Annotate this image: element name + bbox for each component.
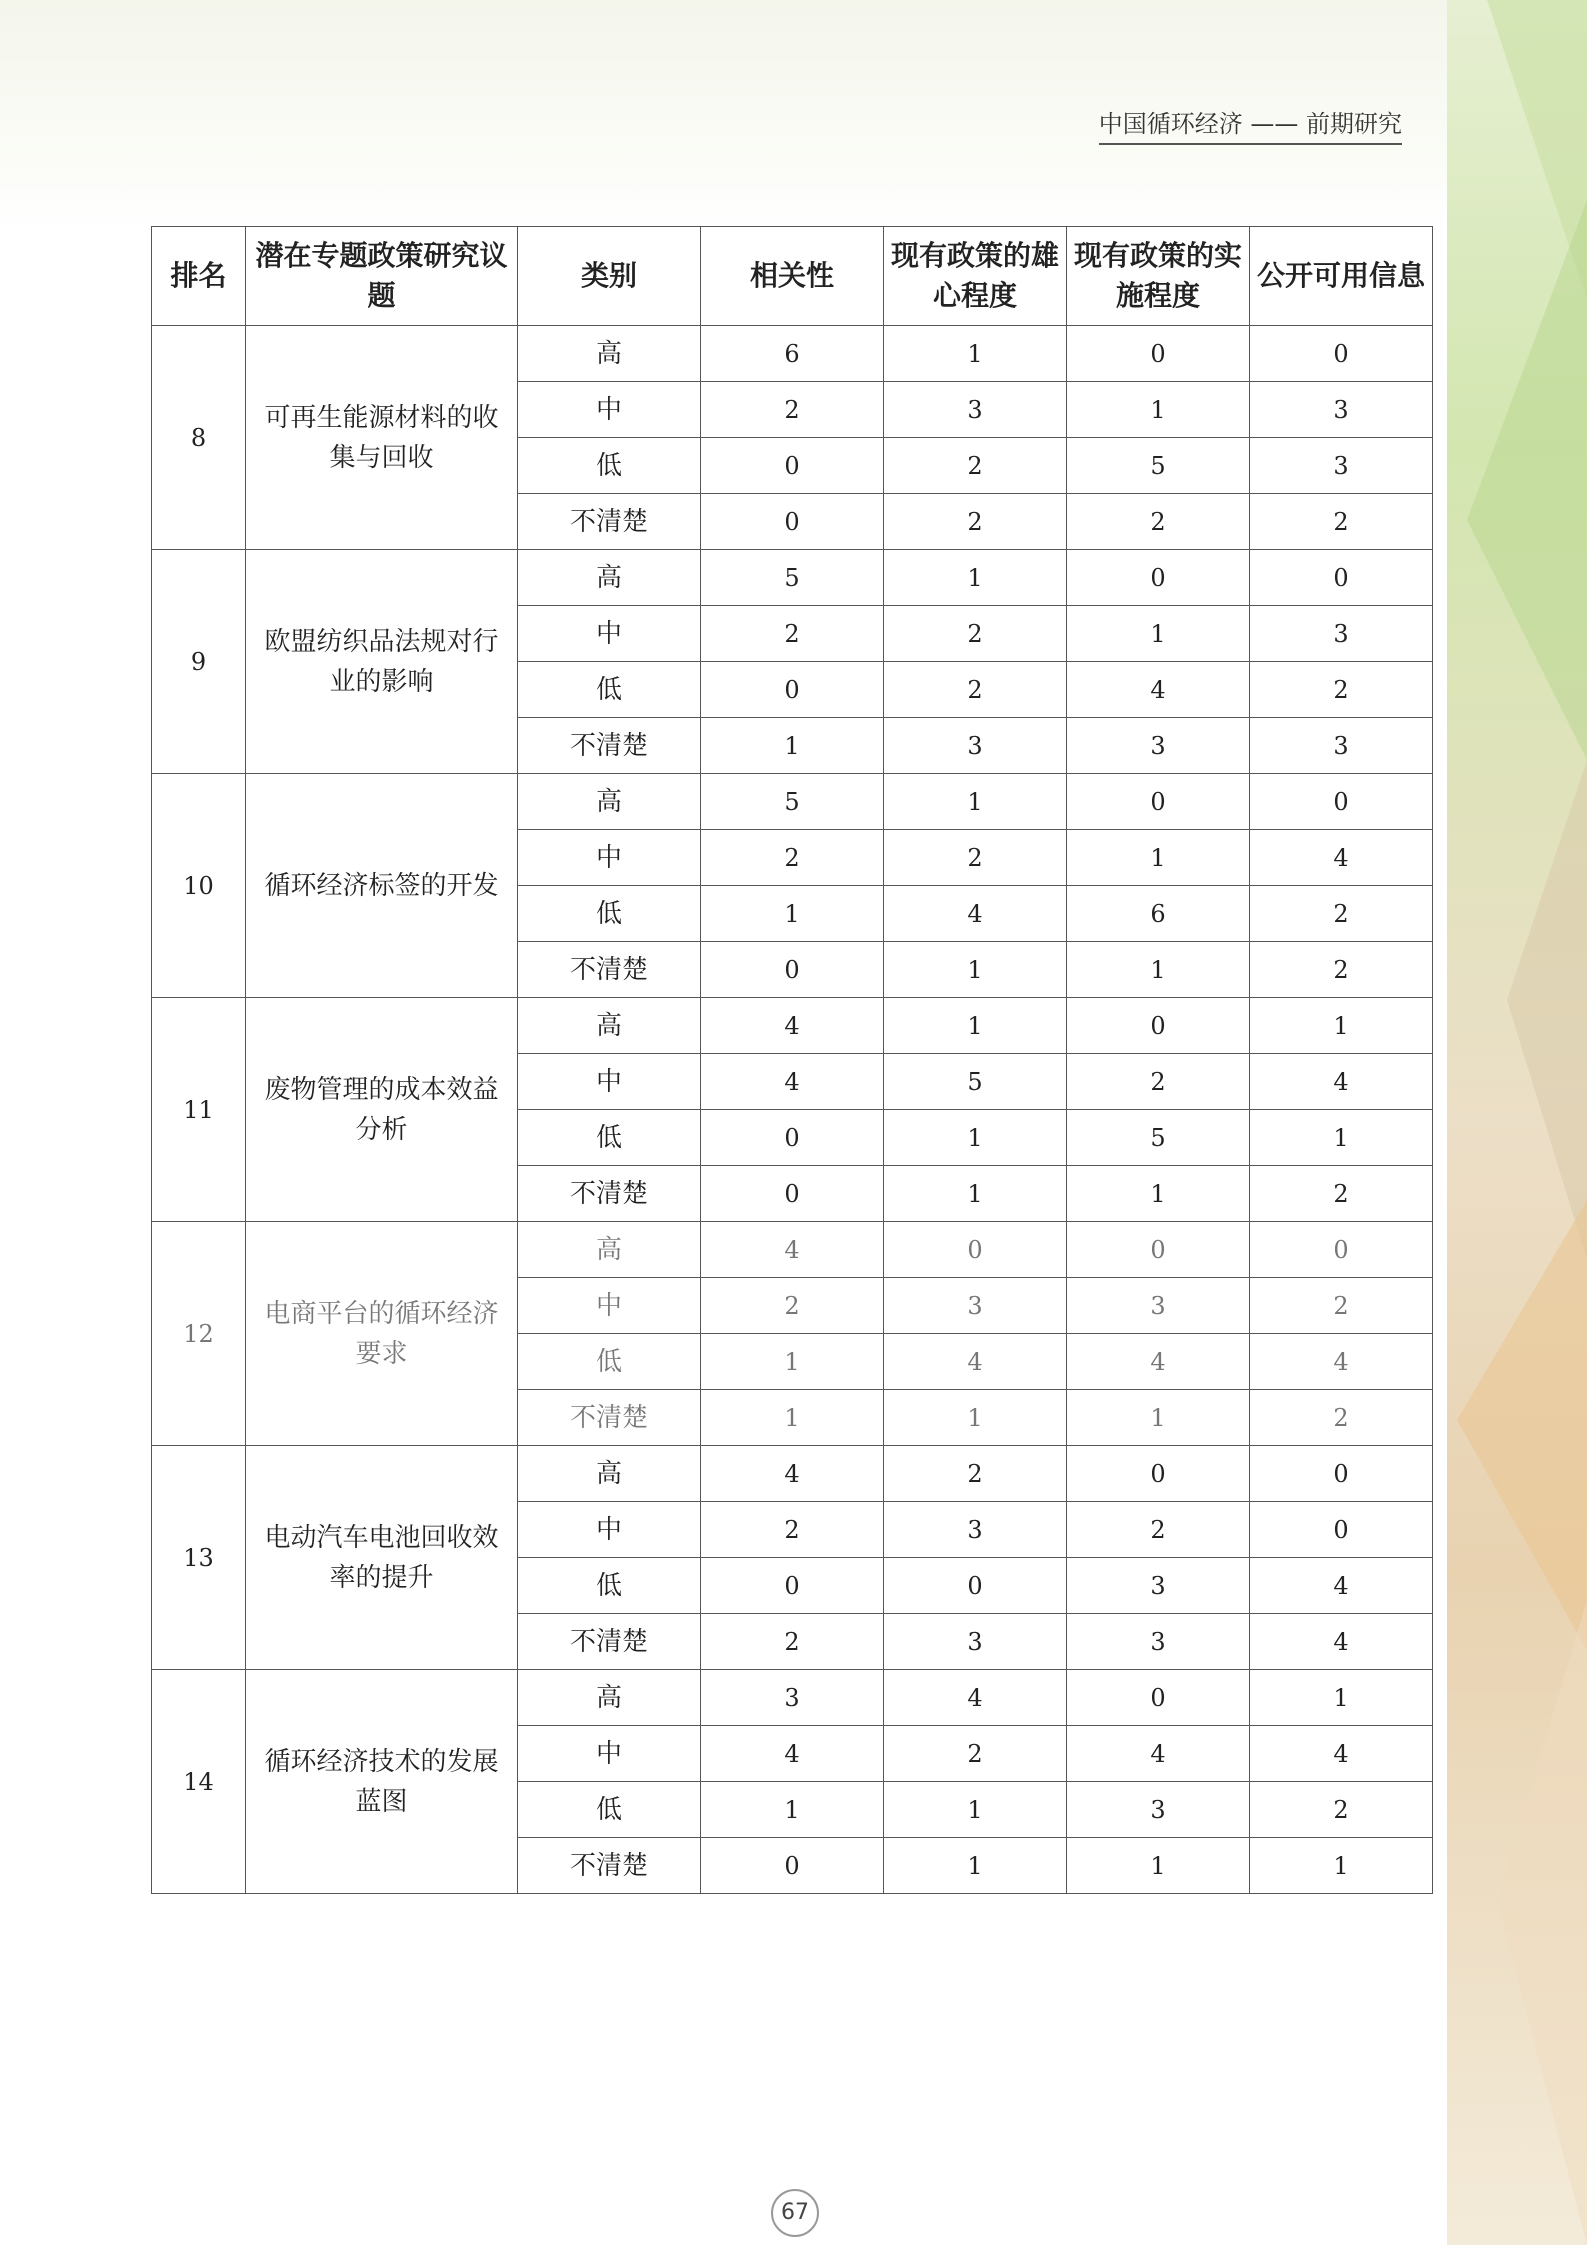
category-cell: 中 bbox=[518, 1726, 701, 1782]
value-cell: 0 bbox=[884, 1222, 1067, 1278]
value-cell: 1 bbox=[884, 1838, 1067, 1894]
value-cell: 1 bbox=[1250, 998, 1433, 1054]
value-cell: 0 bbox=[701, 1558, 884, 1614]
value-cell: 1 bbox=[884, 326, 1067, 382]
value-cell: 1 bbox=[1067, 606, 1250, 662]
value-cell: 0 bbox=[1250, 1222, 1433, 1278]
value-cell: 1 bbox=[1067, 830, 1250, 886]
value-cell: 2 bbox=[701, 830, 884, 886]
value-cell: 2 bbox=[884, 1446, 1067, 1502]
topic-cell: 循环经济技术的发展蓝图 bbox=[246, 1670, 518, 1894]
value-cell: 0 bbox=[701, 1110, 884, 1166]
category-cell: 中 bbox=[518, 606, 701, 662]
topic-cell: 电商平台的循环经济要求 bbox=[246, 1222, 518, 1446]
value-cell: 2 bbox=[1250, 1782, 1433, 1838]
value-cell: 3 bbox=[1250, 382, 1433, 438]
value-cell: 4 bbox=[884, 1670, 1067, 1726]
value-cell: 4 bbox=[1250, 1334, 1433, 1390]
value-cell: 3 bbox=[884, 1278, 1067, 1334]
value-cell: 0 bbox=[1067, 550, 1250, 606]
category-cell: 高 bbox=[518, 998, 701, 1054]
column-header: 现有政策的雄心程度 bbox=[884, 227, 1067, 326]
value-cell: 2 bbox=[884, 606, 1067, 662]
category-cell: 不清楚 bbox=[518, 942, 701, 998]
value-cell: 1 bbox=[1250, 1838, 1433, 1894]
value-cell: 4 bbox=[884, 1334, 1067, 1390]
value-cell: 0 bbox=[701, 1838, 884, 1894]
value-cell: 1 bbox=[884, 998, 1067, 1054]
value-cell: 1 bbox=[884, 550, 1067, 606]
value-cell: 1 bbox=[1067, 942, 1250, 998]
category-cell: 低 bbox=[518, 662, 701, 718]
category-cell: 不清楚 bbox=[518, 494, 701, 550]
value-cell: 1 bbox=[1067, 1838, 1250, 1894]
category-cell: 不清楚 bbox=[518, 1390, 701, 1446]
value-cell: 5 bbox=[1067, 1110, 1250, 1166]
table-row bbox=[152, 550, 1433, 606]
value-cell: 0 bbox=[1067, 1222, 1250, 1278]
category-cell: 低 bbox=[518, 1782, 701, 1838]
value-cell: 3 bbox=[1067, 1614, 1250, 1670]
value-cell: 4 bbox=[701, 1222, 884, 1278]
value-cell: 1 bbox=[1067, 382, 1250, 438]
rank-cell: 14 bbox=[152, 1670, 246, 1894]
category-cell: 高 bbox=[518, 1446, 701, 1502]
table-row bbox=[152, 1670, 1433, 1726]
value-cell: 3 bbox=[1067, 1278, 1250, 1334]
category-cell: 中 bbox=[518, 1054, 701, 1110]
value-cell: 1 bbox=[1067, 1390, 1250, 1446]
value-cell: 3 bbox=[1250, 438, 1433, 494]
value-cell: 4 bbox=[1067, 1726, 1250, 1782]
category-cell: 高 bbox=[518, 1670, 701, 1726]
value-cell: 3 bbox=[1067, 718, 1250, 774]
value-cell: 4 bbox=[1250, 830, 1433, 886]
value-cell: 2 bbox=[701, 1278, 884, 1334]
value-cell: 2 bbox=[701, 1502, 884, 1558]
category-cell: 不清楚 bbox=[518, 718, 701, 774]
category-cell: 中 bbox=[518, 1502, 701, 1558]
table-row bbox=[152, 326, 1433, 382]
value-cell: 2 bbox=[1250, 494, 1433, 550]
table-row bbox=[152, 998, 1433, 1054]
value-cell: 6 bbox=[701, 326, 884, 382]
value-cell: 2 bbox=[701, 1614, 884, 1670]
value-cell: 0 bbox=[701, 942, 884, 998]
value-cell: 2 bbox=[1067, 1054, 1250, 1110]
value-cell: 2 bbox=[1067, 1502, 1250, 1558]
category-cell: 高 bbox=[518, 1222, 701, 1278]
value-cell: 0 bbox=[1067, 774, 1250, 830]
value-cell: 0 bbox=[1250, 774, 1433, 830]
value-cell: 1 bbox=[884, 1782, 1067, 1838]
value-cell: 0 bbox=[1250, 1446, 1433, 1502]
value-cell: 2 bbox=[1250, 886, 1433, 942]
value-cell: 0 bbox=[1250, 326, 1433, 382]
value-cell: 0 bbox=[701, 1166, 884, 1222]
value-cell: 3 bbox=[1067, 1558, 1250, 1614]
page-number: 67 bbox=[771, 2189, 819, 2237]
value-cell: 0 bbox=[1067, 1446, 1250, 1502]
value-cell: 1 bbox=[1067, 1166, 1250, 1222]
value-cell: 2 bbox=[884, 662, 1067, 718]
value-cell: 4 bbox=[884, 886, 1067, 942]
table-row bbox=[152, 1446, 1433, 1502]
value-cell: 5 bbox=[884, 1054, 1067, 1110]
topic-cell: 可再生能源材料的收集与回收 bbox=[246, 326, 518, 550]
category-cell: 高 bbox=[518, 326, 701, 382]
value-cell: 2 bbox=[1250, 1390, 1433, 1446]
value-cell: 3 bbox=[884, 1502, 1067, 1558]
value-cell: 5 bbox=[701, 774, 884, 830]
value-cell: 4 bbox=[1250, 1614, 1433, 1670]
category-cell: 低 bbox=[518, 438, 701, 494]
running-header: 中国循环经济 —— 前期研究 bbox=[1099, 104, 1402, 145]
category-cell: 低 bbox=[518, 1110, 701, 1166]
table-row bbox=[152, 774, 1433, 830]
value-cell: 1 bbox=[884, 774, 1067, 830]
value-cell: 3 bbox=[1250, 606, 1433, 662]
value-cell: 4 bbox=[701, 1446, 884, 1502]
category-cell: 不清楚 bbox=[518, 1614, 701, 1670]
value-cell: 4 bbox=[1067, 1334, 1250, 1390]
value-cell: 4 bbox=[1067, 662, 1250, 718]
table-header-row bbox=[152, 227, 1433, 326]
value-cell: 2 bbox=[701, 382, 884, 438]
category-cell: 不清楚 bbox=[518, 1166, 701, 1222]
value-cell: 6 bbox=[1067, 886, 1250, 942]
category-cell: 中 bbox=[518, 830, 701, 886]
value-cell: 2 bbox=[1250, 1278, 1433, 1334]
value-cell: 4 bbox=[701, 1054, 884, 1110]
value-cell: 3 bbox=[884, 382, 1067, 438]
value-cell: 0 bbox=[1067, 326, 1250, 382]
value-cell: 4 bbox=[701, 1726, 884, 1782]
value-cell: 3 bbox=[884, 1614, 1067, 1670]
value-cell: 4 bbox=[701, 998, 884, 1054]
value-cell: 2 bbox=[1250, 1166, 1433, 1222]
topic-cell: 循环经济标签的开发 bbox=[246, 774, 518, 998]
value-cell: 0 bbox=[701, 662, 884, 718]
value-cell: 0 bbox=[1067, 1670, 1250, 1726]
rank-cell: 13 bbox=[152, 1446, 246, 1670]
value-cell: 1 bbox=[701, 1390, 884, 1446]
column-header: 排名 bbox=[152, 227, 246, 326]
category-cell: 低 bbox=[518, 1334, 701, 1390]
value-cell: 2 bbox=[884, 830, 1067, 886]
value-cell: 2 bbox=[701, 606, 884, 662]
value-cell: 5 bbox=[1067, 438, 1250, 494]
category-cell: 中 bbox=[518, 382, 701, 438]
value-cell: 1 bbox=[1250, 1670, 1433, 1726]
category-cell: 低 bbox=[518, 886, 701, 942]
column-header: 相关性 bbox=[701, 227, 884, 326]
value-cell: 1 bbox=[701, 1782, 884, 1838]
rank-cell: 12 bbox=[152, 1222, 246, 1446]
value-cell: 1 bbox=[701, 886, 884, 942]
value-cell: 4 bbox=[1250, 1558, 1433, 1614]
rank-cell: 9 bbox=[152, 550, 246, 774]
category-cell: 低 bbox=[518, 1558, 701, 1614]
value-cell: 4 bbox=[1250, 1054, 1433, 1110]
column-header: 公开可用信息 bbox=[1250, 227, 1433, 326]
category-cell: 不清楚 bbox=[518, 1838, 701, 1894]
table-row bbox=[152, 1222, 1433, 1278]
value-cell: 1 bbox=[884, 1390, 1067, 1446]
rank-cell: 10 bbox=[152, 774, 246, 998]
value-cell: 1 bbox=[884, 1110, 1067, 1166]
value-cell: 2 bbox=[1067, 494, 1250, 550]
rank-cell: 11 bbox=[152, 998, 246, 1222]
value-cell: 2 bbox=[884, 1726, 1067, 1782]
value-cell: 2 bbox=[884, 494, 1067, 550]
value-cell: 3 bbox=[701, 1670, 884, 1726]
value-cell: 0 bbox=[884, 1558, 1067, 1614]
value-cell: 1 bbox=[1250, 1110, 1433, 1166]
category-cell: 高 bbox=[518, 550, 701, 606]
value-cell: 2 bbox=[1250, 942, 1433, 998]
value-cell: 2 bbox=[1250, 662, 1433, 718]
value-cell: 3 bbox=[1067, 1782, 1250, 1838]
category-cell: 高 bbox=[518, 774, 701, 830]
column-header: 类别 bbox=[518, 227, 701, 326]
value-cell: 3 bbox=[1250, 718, 1433, 774]
rank-cell: 8 bbox=[152, 326, 246, 550]
value-cell: 1 bbox=[884, 942, 1067, 998]
value-cell: 3 bbox=[884, 718, 1067, 774]
decorative-polygon-art bbox=[1447, 0, 1587, 2245]
category-cell: 中 bbox=[518, 1278, 701, 1334]
value-cell: 0 bbox=[701, 438, 884, 494]
column-header: 现有政策的实施程度 bbox=[1067, 227, 1250, 326]
value-cell: 2 bbox=[884, 438, 1067, 494]
value-cell: 0 bbox=[1250, 1502, 1433, 1558]
topic-cell: 电动汽车电池回收效率的提升 bbox=[246, 1446, 518, 1670]
value-cell: 0 bbox=[1067, 998, 1250, 1054]
topic-cell: 废物管理的成本效益分析 bbox=[246, 998, 518, 1222]
value-cell: 1 bbox=[701, 1334, 884, 1390]
value-cell: 0 bbox=[1250, 550, 1433, 606]
value-cell: 5 bbox=[701, 550, 884, 606]
value-cell: 4 bbox=[1250, 1726, 1433, 1782]
value-cell: 1 bbox=[701, 718, 884, 774]
topic-cell: 欧盟纺织品法规对行业的影响 bbox=[246, 550, 518, 774]
policy-assessment-table bbox=[151, 226, 1433, 1894]
value-cell: 0 bbox=[701, 494, 884, 550]
column-header: 潜在专题政策研究议题 bbox=[246, 227, 518, 326]
value-cell: 1 bbox=[884, 1166, 1067, 1222]
